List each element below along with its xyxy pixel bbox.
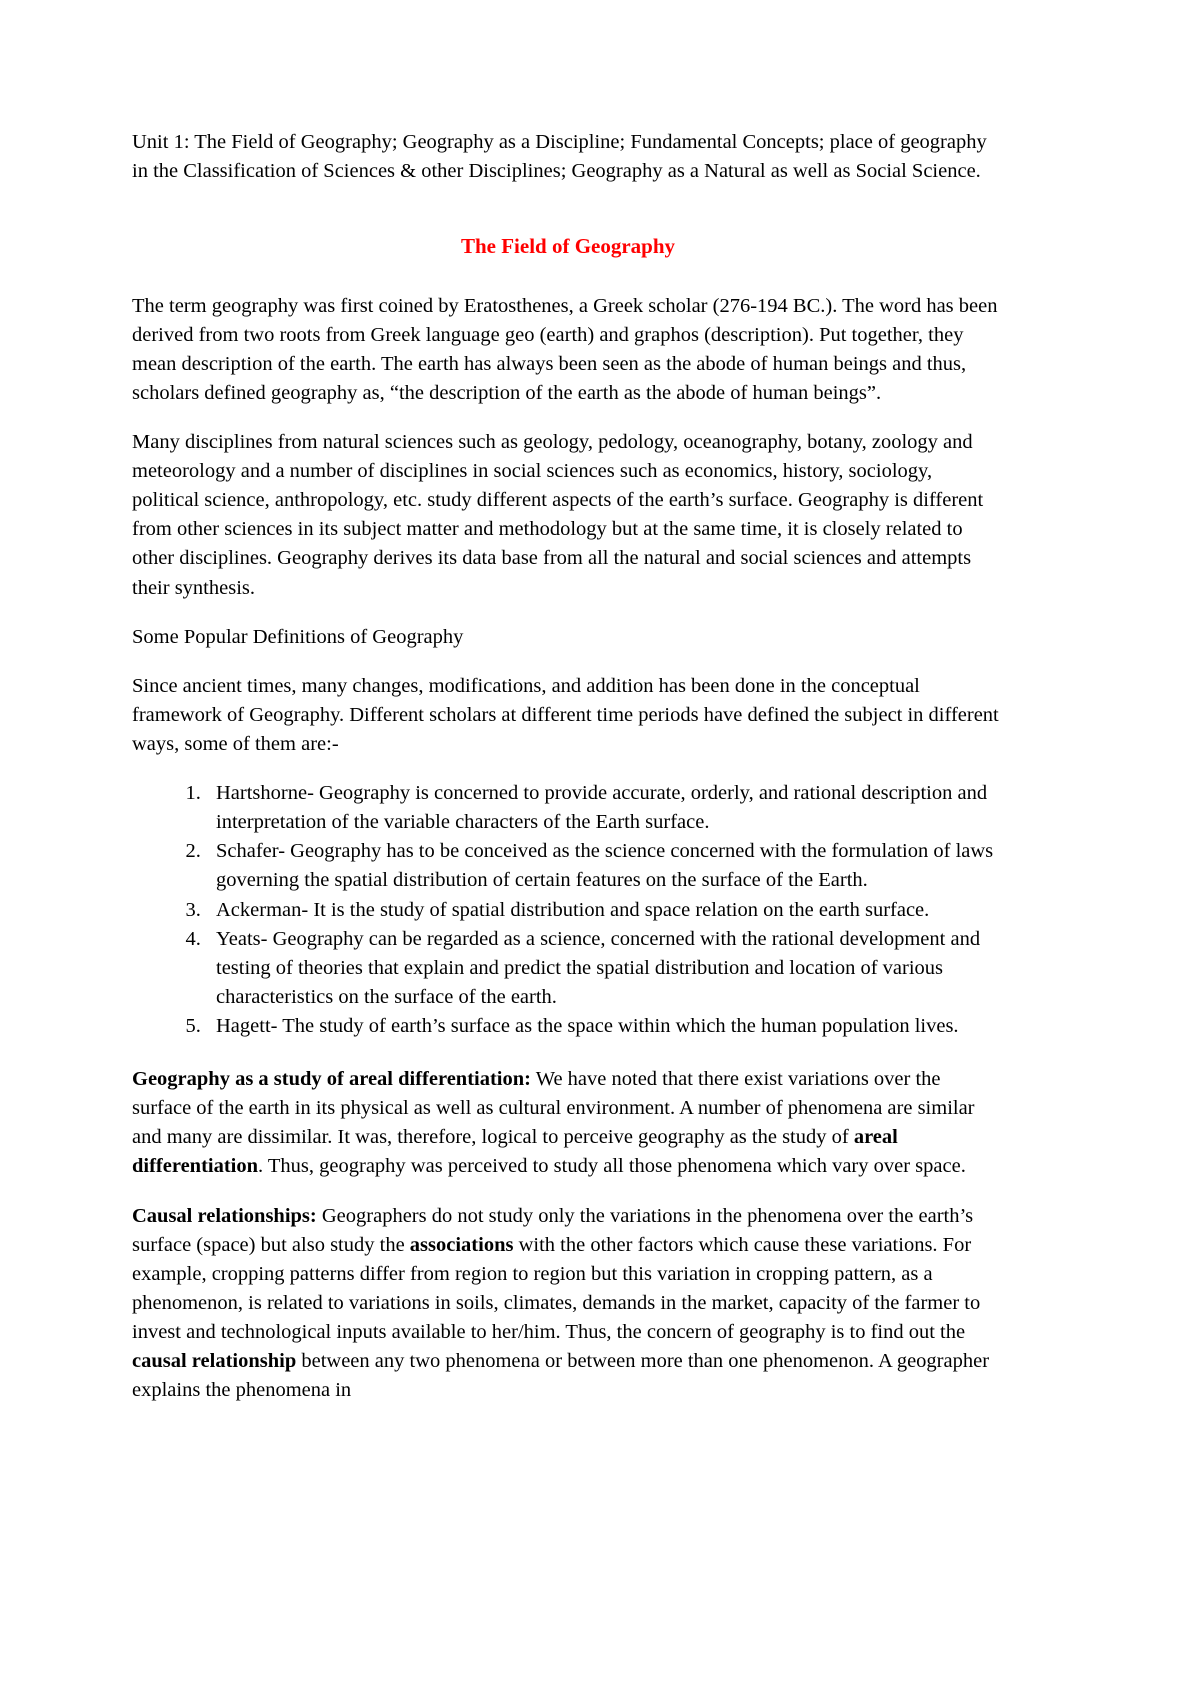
unit-heading: Unit 1: The Field of Geography; Geography as a Discipline; Fundamental Concepts; place of geography in the Classification of Sciences & other Disciplines; Geography as a Natural as well as Social Science. (132, 131, 987, 183)
list-item: 1. Hartshorne- Geography is concerned to provide accurate, orderly, and rational description and interpretation of the variable characters of the Earth surface. (206, 779, 1004, 837)
document-body (132, 128, 1004, 1405)
list-item: 4. Yeats- Geography can be regarded as a science, concerned with the rational development and testing of theories that explain and predict the spatial distribution and location of various characteristics on the surface of the earth. (206, 925, 1004, 1012)
causal-text-part-3: between any two phenomena or between more than one phenomenon. A geographer explains the phenomena in (132, 1350, 990, 1402)
areal-text-part-2: . Thus, geography was perceived to study all those phenomena which vary over space. (258, 1155, 966, 1178)
areal-lead-in: Geography as a study of areal differentiation: (132, 1068, 531, 1091)
paragraph-definitions-intro: Since ancient times, many changes, modifications, and addition has been done in the conceptual framework of Geography. Different scholars at different time periods have defined the subject in different ways, some of them are:- (132, 674, 999, 756)
paragraph-areal-differentiation (132, 1065, 1004, 1181)
areal-emphasis: areal differentiation (132, 1126, 898, 1178)
causal-text-part-2: with the other factors which cause these variations. For example, cropping patterns differ from region to region but this variation in cropping pattern, as a phenomenon, is related to variations in soils, climates, demands in the market, capacity of the farmer to invest and technological inputs available to her/him. Thus, the concern of geography is to find out the (132, 1233, 981, 1343)
list-item: 3. Ackerman- It is the study of spatial distribution and space relation on the earth surface. (206, 896, 1004, 925)
subheading-popular-definitions: Some Popular Definitions of Geography (132, 625, 464, 648)
list-item: 2. Schafer- Geography has to be conceived as the science concerned with the formulation of laws governing the spatial distribution of certain features on the surface of the Earth. (206, 837, 1004, 895)
paragraph-related-disciplines: Many disciplines from natural sciences such as geology, pedology, oceanography, botany, zoology and meteorology and a number of disciplines in social sciences such as economics, history, sociology, political science, anthropology, etc. study different aspects of the earth’s surface. Geography is different from other sciences in its subject matter and methodology but at the same time, it is closely related to other disciplines. Geography derives its data base from all the natural and social sciences and attempts their synthesis. (132, 431, 984, 599)
paragraph-origin-of-geography: The term geography was first coined by Eratosthenes, a Greek scholar (276-194 BC.). The word has been derived from two roots from Greek language geo (earth) and graphos (description). Put together, they mean description of the earth. The earth has always been seen as the abode of human beings and thus, scholars defined geography as, “the description of the earth as the abode of human beings”. (132, 294, 998, 404)
paragraph-causal-relationships (132, 1202, 1004, 1406)
definitions-list (132, 779, 1004, 1041)
list-item: 5. Hagett- The study of earth’s surface as the space within which the human population lives. (206, 1012, 1004, 1041)
causal-emphasis-causal-relationship: causal relationship (132, 1350, 297, 1373)
causal-text-part-1: Geographers do not study only the variations in the phenomena over the earth’s surface (space) but also study the (132, 1204, 974, 1256)
areal-text-part-1: We have noted that there exist variations over the surface of the earth in its physical as well as cultural environment. A number of phenomena are similar and many are dissimilar. It was, therefore, logical to perceive geography as the study of (132, 1068, 975, 1149)
causal-emphasis-associations: associations (409, 1233, 514, 1256)
page-title: The Field of Geography (460, 234, 676, 259)
causal-lead-in: Causal relationships: (132, 1204, 317, 1227)
